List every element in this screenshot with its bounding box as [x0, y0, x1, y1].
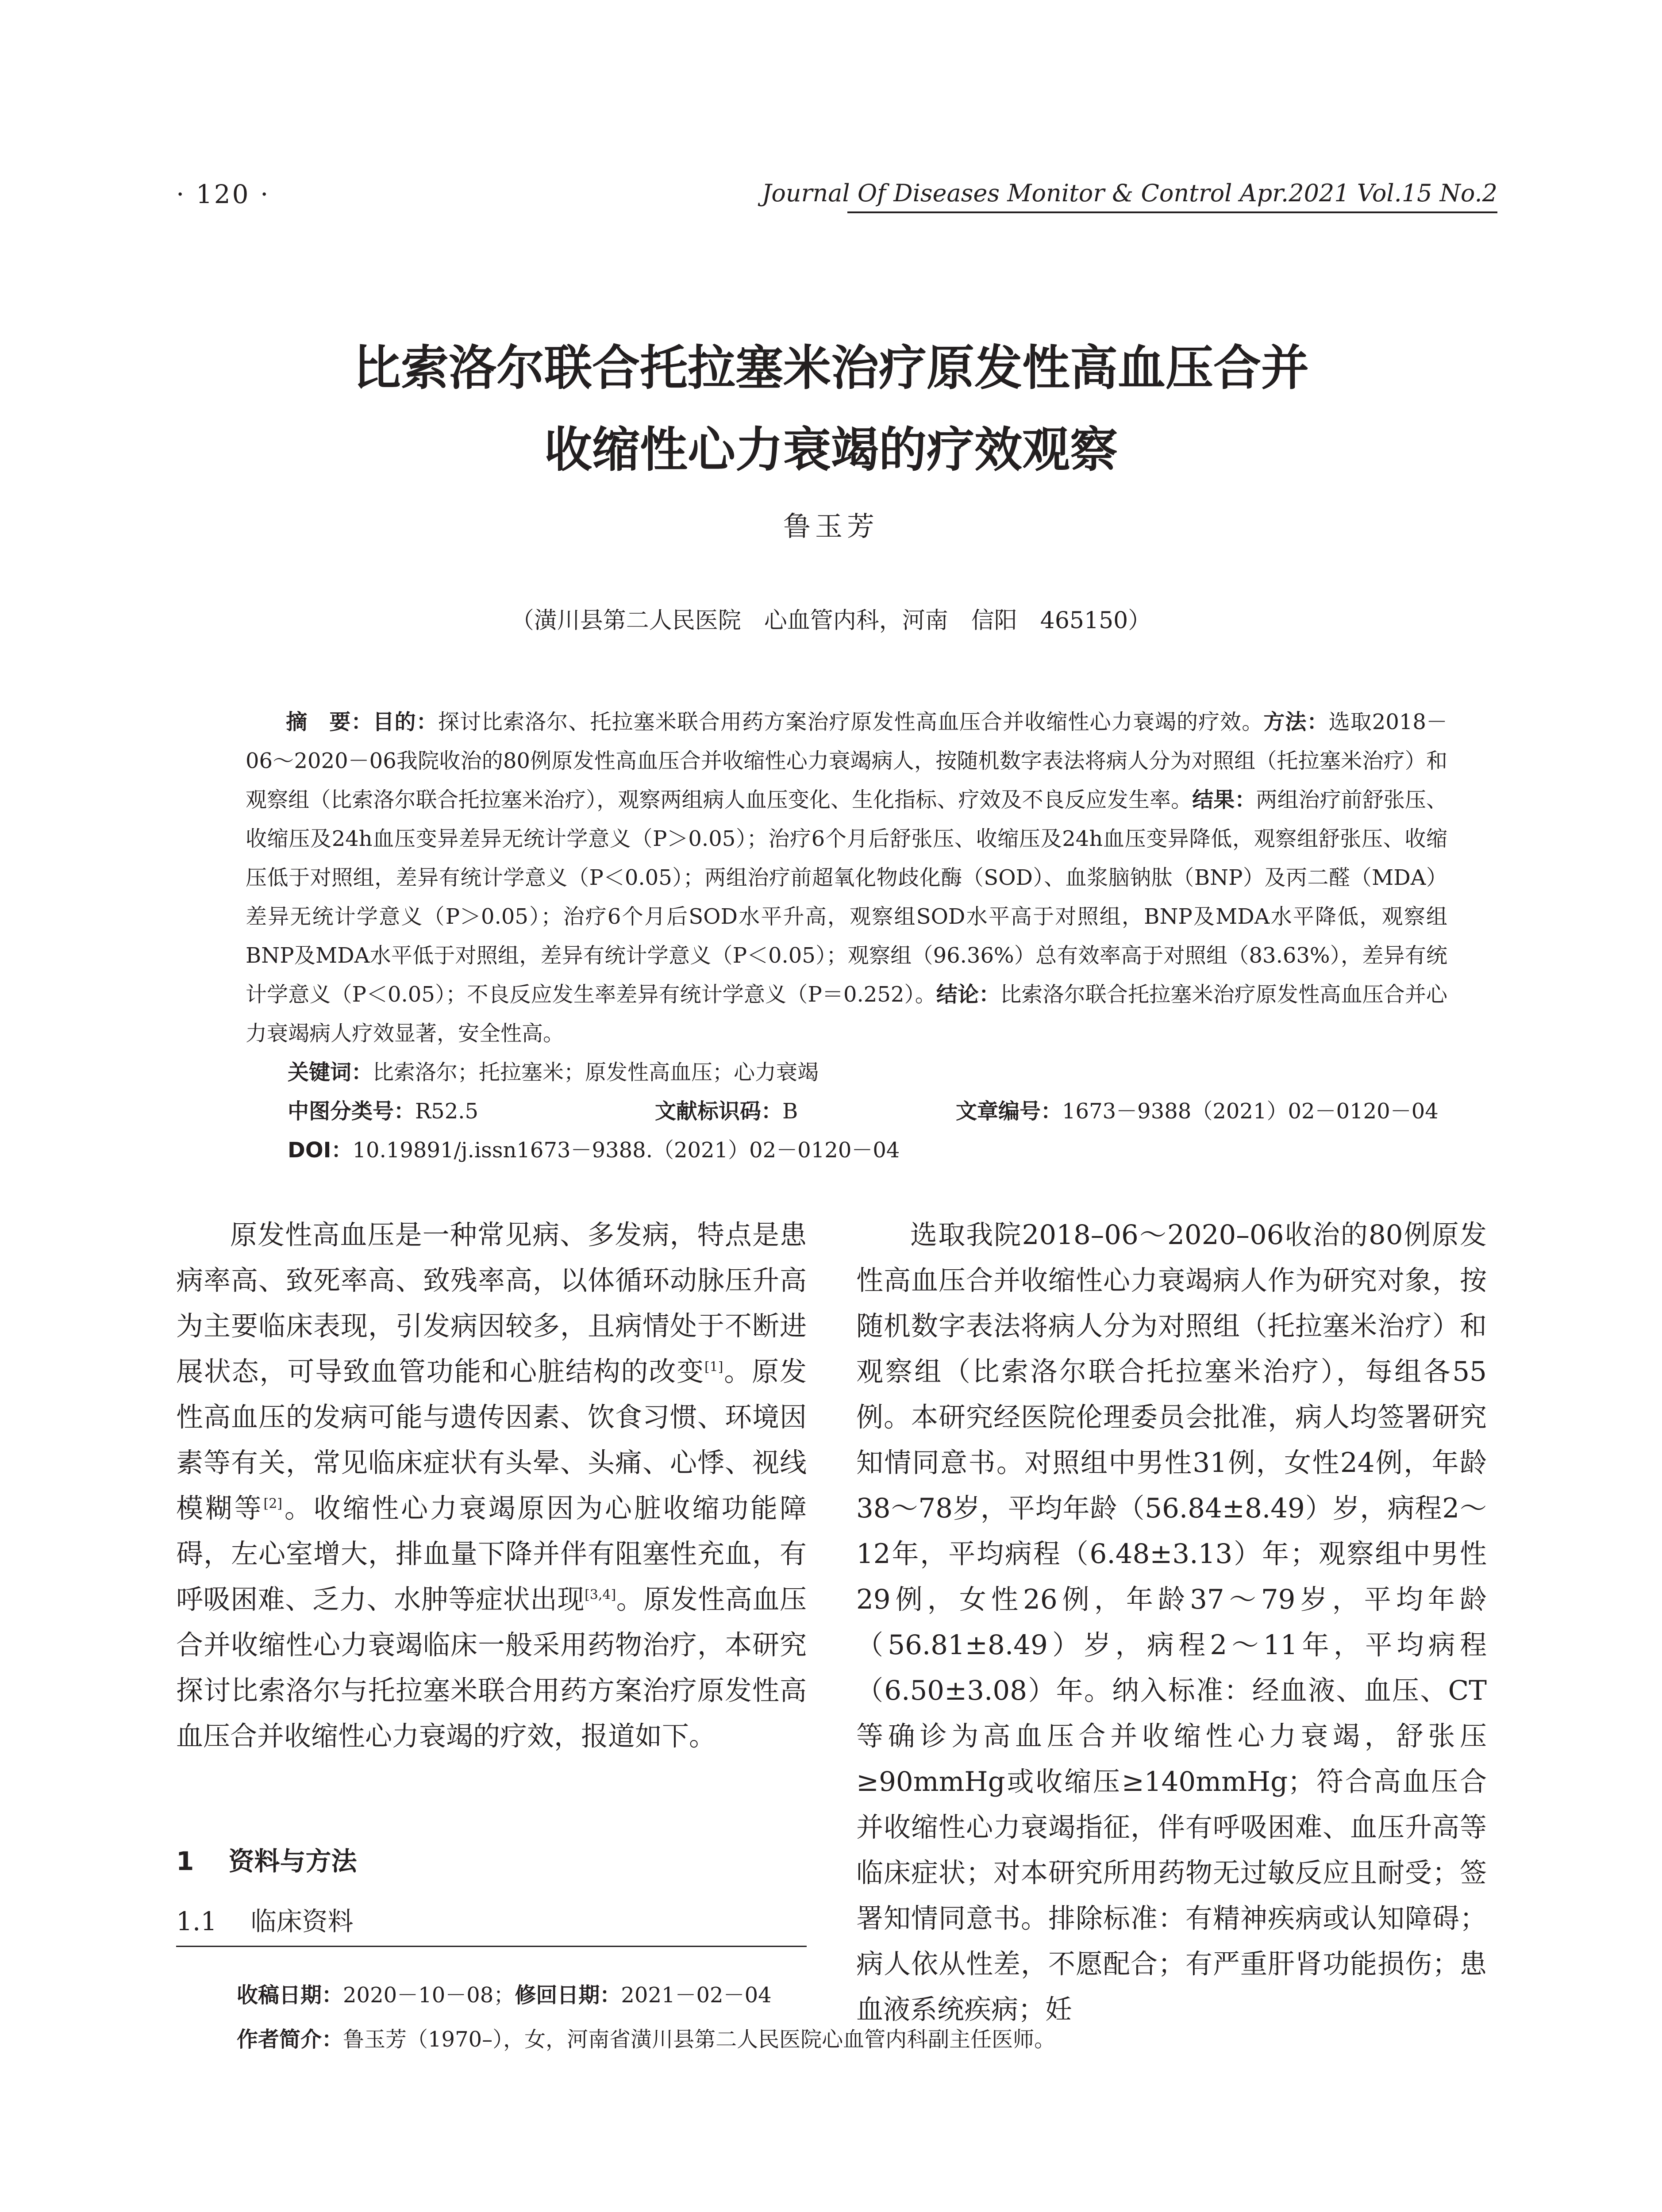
received-label: 收稿日期：	[237, 1983, 343, 2008]
clc-label: 中图分类号：	[288, 1099, 416, 1124]
abstract-label: 摘 要：	[286, 710, 373, 734]
intro-text-a: 原发性高血压是一种常见病、多发病，特点是患病率高、致死率高、致残率高，以体循环动脉压升高为主要临床表现，引发病因较多，且病情处于不断进展状态，可导致血管功能和心脏结构的改变	[176, 1219, 807, 1387]
keywords: 比索洛尔；托拉塞米；原发性高血压；心力衰竭	[373, 1060, 819, 1085]
method-label: 方法：	[1263, 710, 1329, 734]
page-number: · 120 ·	[176, 179, 270, 209]
body-left-column	[176, 1212, 807, 1759]
dates-line	[237, 1973, 1055, 2017]
result-text: 两组治疗前舒张压、收缩压及24h血压变异差异无统计学意义（P＞0.05）；治疗6个月后舒张压、收缩压及24h血压变异降低，观察组舒张压、收缩压低于对照组，差异有统计学意义（P＜0.05）；两组治疗前超氧化物歧化酶（SOD）、血浆脑钠肽（BNP）及丙二醛（MDA）差异无统计学意义（P＞0.05）；治疗6个月后SOD水平升高，观察组SOD水平高于对照组，BNP及MDA水平降低，观察组BNP及MDA水平低于对照组，差异有统计学意义（P＜0.05）；观察组（96.36%）总有效率高于对照组（83.63%），差异有统计学意义（P＜0.05）；不良反应发生率差异有统计学意义（P＝0.252）。	[246, 787, 1447, 1007]
bio-label: 作者简介：	[237, 2027, 343, 2052]
doi: 10.19891/j.issn1673－9388.（2021）02－0120－04	[352, 1138, 900, 1163]
keywords-label: 关键词：	[288, 1060, 373, 1085]
doc-code: B	[782, 1099, 798, 1124]
author-bio: 鲁玉芳（1970–），女，河南省潢川县第二人民医院心血管内科副主任医师。	[343, 2027, 1056, 2052]
clinical-data-paragraph: 选取我院2018–06～2020–06收治的80例原发性高血压合并收缩性心力衰竭病人作为研究对象，按随机数字表法将病人分为对照组（托拉塞米治疗）和观察组（比索洛尔联合托拉塞米治疗），每组各55例。本研究经医院伦理委员会批准，病人均签署研究知情同意书。对照组中男性31例，女性24例，年龄38～78岁，平均年龄（56.84±8.49）岁，病程2～12年，平均病程（6.48±3.13）年；观察组中男性29例，女性26例，年龄37～79岁，平均年龄（56.81±8.49）岁，病程2～11年，平均病程（6.50±3.08）年。纳入标准：经血液、血压、CT等确诊为高血压合并收缩性心力衰竭，舒张压≥90mmHg或收缩压≥140mmHg；符合高血压合并收缩性心力衰竭指征，伴有呼吸困难、血压升高等临床症状；对本研究所用药物无过敏反应且耐受；签署知情同意书。排除标准：有精神疾病或认知障碍；病人依从性差，不愿配合；有严重肝肾功能损伤；患血液系统疾病；妊	[856, 1219, 1487, 2025]
revised-date: 2021－02－04	[621, 1983, 772, 2008]
body-right-column	[856, 1212, 1487, 2032]
clc-code: R52.5	[415, 1099, 479, 1124]
classification-line	[246, 1092, 1447, 1131]
keywords-line	[246, 1053, 1447, 1092]
intro-text-c: 。收缩性心力衰竭原因为心脏收缩功能障碍，左心室增大，排血量下降并伴有阻塞性充血，有呼吸困难、乏力、水肿等症状出现	[176, 1493, 807, 1615]
article-number: 1673－9388（2021）02－0120－04	[1062, 1099, 1439, 1124]
abstract-text	[246, 703, 1447, 1053]
conclusion-text: 比索洛尔联合托拉塞米治疗原发性高血压合并心力衰竭病人疗效显著，安全性高。	[246, 982, 1447, 1046]
abstract	[246, 703, 1447, 1170]
footnote	[237, 1973, 1055, 2062]
article-number-label: 文章编号：	[956, 1099, 1062, 1124]
author-name: 鲁玉芳	[783, 510, 879, 542]
author-affiliation: （潢川县第二人民医院 心血管内科，河南 信阳 465150）	[511, 607, 1151, 634]
intro-paragraph	[176, 1212, 807, 1759]
footnote-rule	[176, 1946, 807, 1947]
article-number-group	[956, 1092, 1439, 1131]
result-label: 结果：	[1192, 787, 1256, 812]
citation-3-4[interactable]: [3,4]	[585, 1587, 616, 1603]
article-title	[0, 327, 1662, 491]
purpose-text: 探讨比索洛尔、托拉塞米联合用药方案治疗原发性高血压合并收缩性心力衰竭的疗效。	[438, 710, 1264, 734]
title-line-2: 收缩性心力衰竭的疗效观察	[544, 422, 1118, 478]
citation-2[interactable]: [2]	[263, 1496, 282, 1512]
doc-code-label: 文献标识码：	[655, 1099, 783, 1124]
intro-text-d: 。原发性高血压合并收缩性心力衰竭临床一般采用药物治疗，本研究探讨比索洛尔与托拉塞米联合用药方案治疗原发性高血压合并收缩性心力衰竭的疗效，报道如下。	[176, 1584, 807, 1752]
citation-1[interactable]: [1]	[704, 1359, 723, 1375]
author-bio-line	[237, 2017, 1055, 2062]
revised-label: 修回日期：	[515, 1983, 621, 2008]
purpose-label: 目的：	[373, 710, 438, 734]
doc-code-group	[655, 1092, 798, 1131]
journal-header: Journal Of Diseases Monitor & Control Apr.2021 Vol.15 No.2	[762, 179, 1497, 207]
doi-line	[246, 1131, 1447, 1170]
conclusion-label: 结论：	[936, 982, 1000, 1007]
header-rule	[847, 211, 1497, 213]
method-text: 选取2018－06～2020－06我院收治的80例原发性高血压合并收缩性心力衰竭病人，按随机数字表法将病人分为对照组（托拉塞米治疗）和观察组（比索洛尔联合托拉塞米治疗），观察两组病人血压变化、生化指标、疗效及不良反应发生率。	[246, 710, 1447, 812]
intro-text-b: 。原发性高血压的发病可能与遗传因素、饮食习惯、环境因素等有关，常见临床症状有头晕、头痛、心悸、视线模糊等	[176, 1356, 807, 1524]
section-heading-1-1: 1.1 临床资料	[176, 1906, 354, 1936]
received-date: 2020－10－08；	[343, 1983, 515, 2008]
title-line-1: 比索洛尔联合托拉塞米治疗原发性高血压合并	[353, 341, 1309, 396]
section-heading-1: 1 资料与方法	[176, 1846, 357, 1876]
doi-label: DOI：	[288, 1138, 353, 1163]
